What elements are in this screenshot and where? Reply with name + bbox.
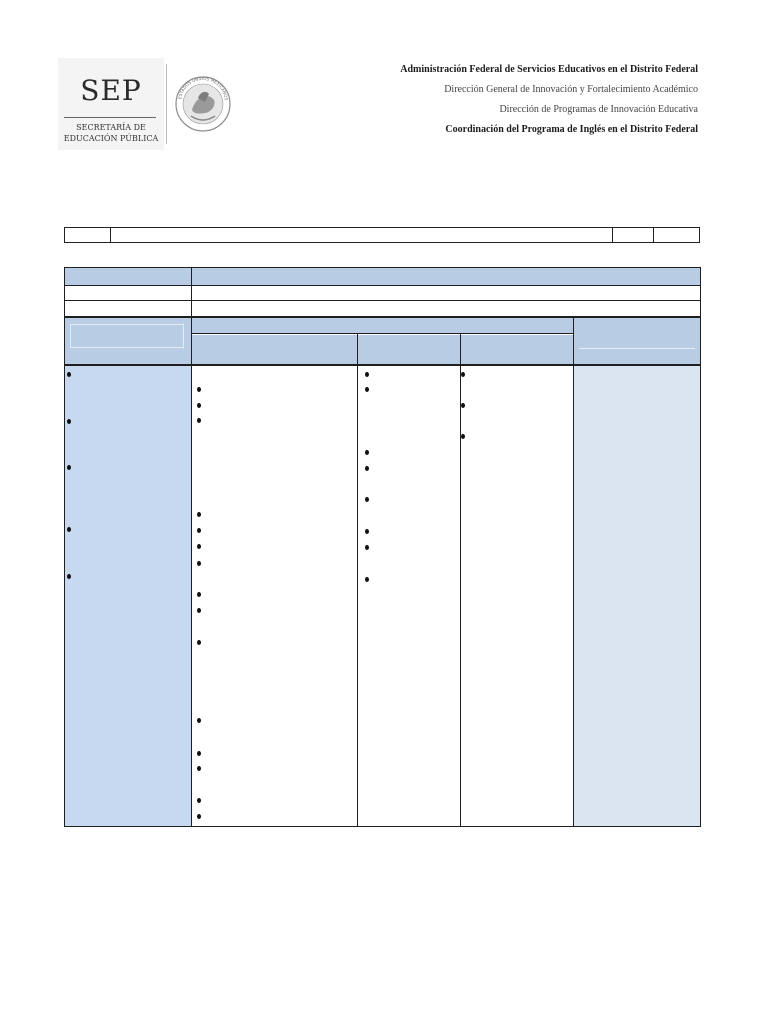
bullet-icon bbox=[197, 403, 201, 408]
bullet-icon bbox=[461, 372, 465, 377]
bullet-icon bbox=[67, 574, 71, 579]
table-rule-3 bbox=[64, 316, 701, 318]
bullet-icon bbox=[365, 497, 369, 502]
bullet-icon bbox=[365, 529, 369, 534]
bullet-icon bbox=[197, 387, 201, 392]
bullet-icon bbox=[197, 544, 201, 549]
table-rule-2 bbox=[64, 300, 701, 301]
bullet-icon bbox=[461, 403, 465, 408]
column-header-group bbox=[192, 318, 573, 333]
bullet-icon bbox=[197, 814, 201, 819]
bullet-icon bbox=[67, 372, 71, 377]
bullet-icon bbox=[197, 608, 201, 613]
table-rule-4 bbox=[64, 364, 701, 366]
body-column-2[interactable] bbox=[358, 366, 460, 826]
column-header-sub-2 bbox=[358, 335, 460, 364]
table-border-right bbox=[700, 267, 701, 827]
column-header-sub-3 bbox=[461, 335, 573, 364]
table-border-bottom bbox=[64, 826, 701, 827]
column-header-right bbox=[574, 318, 700, 364]
body-column-left[interactable] bbox=[65, 366, 191, 826]
table-rule-1 bbox=[64, 285, 701, 286]
info-bar-cell-3[interactable] bbox=[613, 228, 654, 242]
logo-divider bbox=[166, 64, 167, 144]
bullet-icon bbox=[365, 577, 369, 582]
institution-line-1: Administración Federal de Servicios Educativos en el Distrito Federal bbox=[400, 64, 698, 75]
sep-logo-subtitle bbox=[58, 122, 164, 144]
body-column-3[interactable] bbox=[461, 366, 573, 826]
info-bar-cell-4[interactable] bbox=[654, 228, 699, 242]
bullet-icon bbox=[461, 434, 465, 439]
bullet-icon bbox=[67, 527, 71, 532]
body-column-1[interactable] bbox=[192, 366, 357, 826]
table-col-divider-3 bbox=[460, 334, 461, 827]
table-border-top bbox=[64, 267, 701, 268]
table-rule-sub bbox=[192, 333, 574, 334]
sep-logo-line-2: EDUCACIÓN PÚBLICA bbox=[63, 134, 159, 143]
bullet-icon bbox=[197, 640, 201, 645]
sep-logo-line-1: SECRETARÍA DE bbox=[76, 123, 146, 132]
bullet-icon bbox=[197, 798, 201, 803]
bullet-icon bbox=[365, 387, 369, 392]
table-title-value-cell[interactable] bbox=[192, 268, 700, 285]
table-col-divider-4 bbox=[573, 317, 574, 827]
row-3-label-cell[interactable] bbox=[65, 302, 191, 316]
institution-line-4: Coordinación del Programa de Inglés en el Distrito Federal bbox=[445, 124, 698, 135]
bullet-icon bbox=[67, 419, 71, 424]
bullet-icon bbox=[197, 766, 201, 771]
table-title-label-cell[interactable] bbox=[64, 268, 191, 285]
bullet-icon bbox=[197, 592, 201, 597]
bullet-icon bbox=[67, 465, 71, 470]
table-col-divider-2 bbox=[357, 334, 358, 827]
row-2-value-cell[interactable] bbox=[192, 287, 700, 300]
bullet-icon bbox=[197, 561, 201, 566]
bullet-icon bbox=[197, 418, 201, 423]
sep-logo bbox=[58, 58, 164, 150]
bullet-icon bbox=[365, 372, 369, 377]
bullet-icon bbox=[365, 450, 369, 455]
column-header-right-rule bbox=[579, 348, 695, 349]
row-3-value-cell[interactable] bbox=[192, 302, 700, 316]
institution-line-2: Dirección General de Innovación y Fortalecimiento Académico bbox=[444, 84, 698, 95]
seal-inscription: ESTADOS UNIDOS MEXICANOS bbox=[177, 75, 229, 101]
info-bar-cell-1[interactable] bbox=[65, 228, 111, 242]
bullet-icon bbox=[197, 528, 201, 533]
info-bar-cell-2[interactable] bbox=[111, 228, 613, 242]
info-bar bbox=[64, 227, 700, 243]
column-header-left-inner bbox=[70, 324, 184, 348]
sep-wordmark: SEP bbox=[80, 74, 142, 107]
bullet-icon bbox=[365, 466, 369, 471]
bullet-icon bbox=[197, 718, 201, 723]
bullet-icon bbox=[365, 545, 369, 550]
institution-block bbox=[400, 60, 698, 140]
bullet-icon bbox=[197, 751, 201, 756]
institution-line-3: Dirección de Programas de Innovación Educativa bbox=[499, 104, 698, 115]
row-2-label-cell[interactable] bbox=[65, 287, 191, 300]
table-col-divider-1 bbox=[191, 267, 192, 827]
national-seal-icon bbox=[172, 58, 234, 148]
column-header-sub-1 bbox=[192, 335, 357, 364]
body-column-right[interactable] bbox=[574, 366, 700, 826]
table-border-left bbox=[64, 267, 65, 827]
sep-logo-rule bbox=[64, 117, 156, 118]
bullet-icon bbox=[197, 512, 201, 517]
